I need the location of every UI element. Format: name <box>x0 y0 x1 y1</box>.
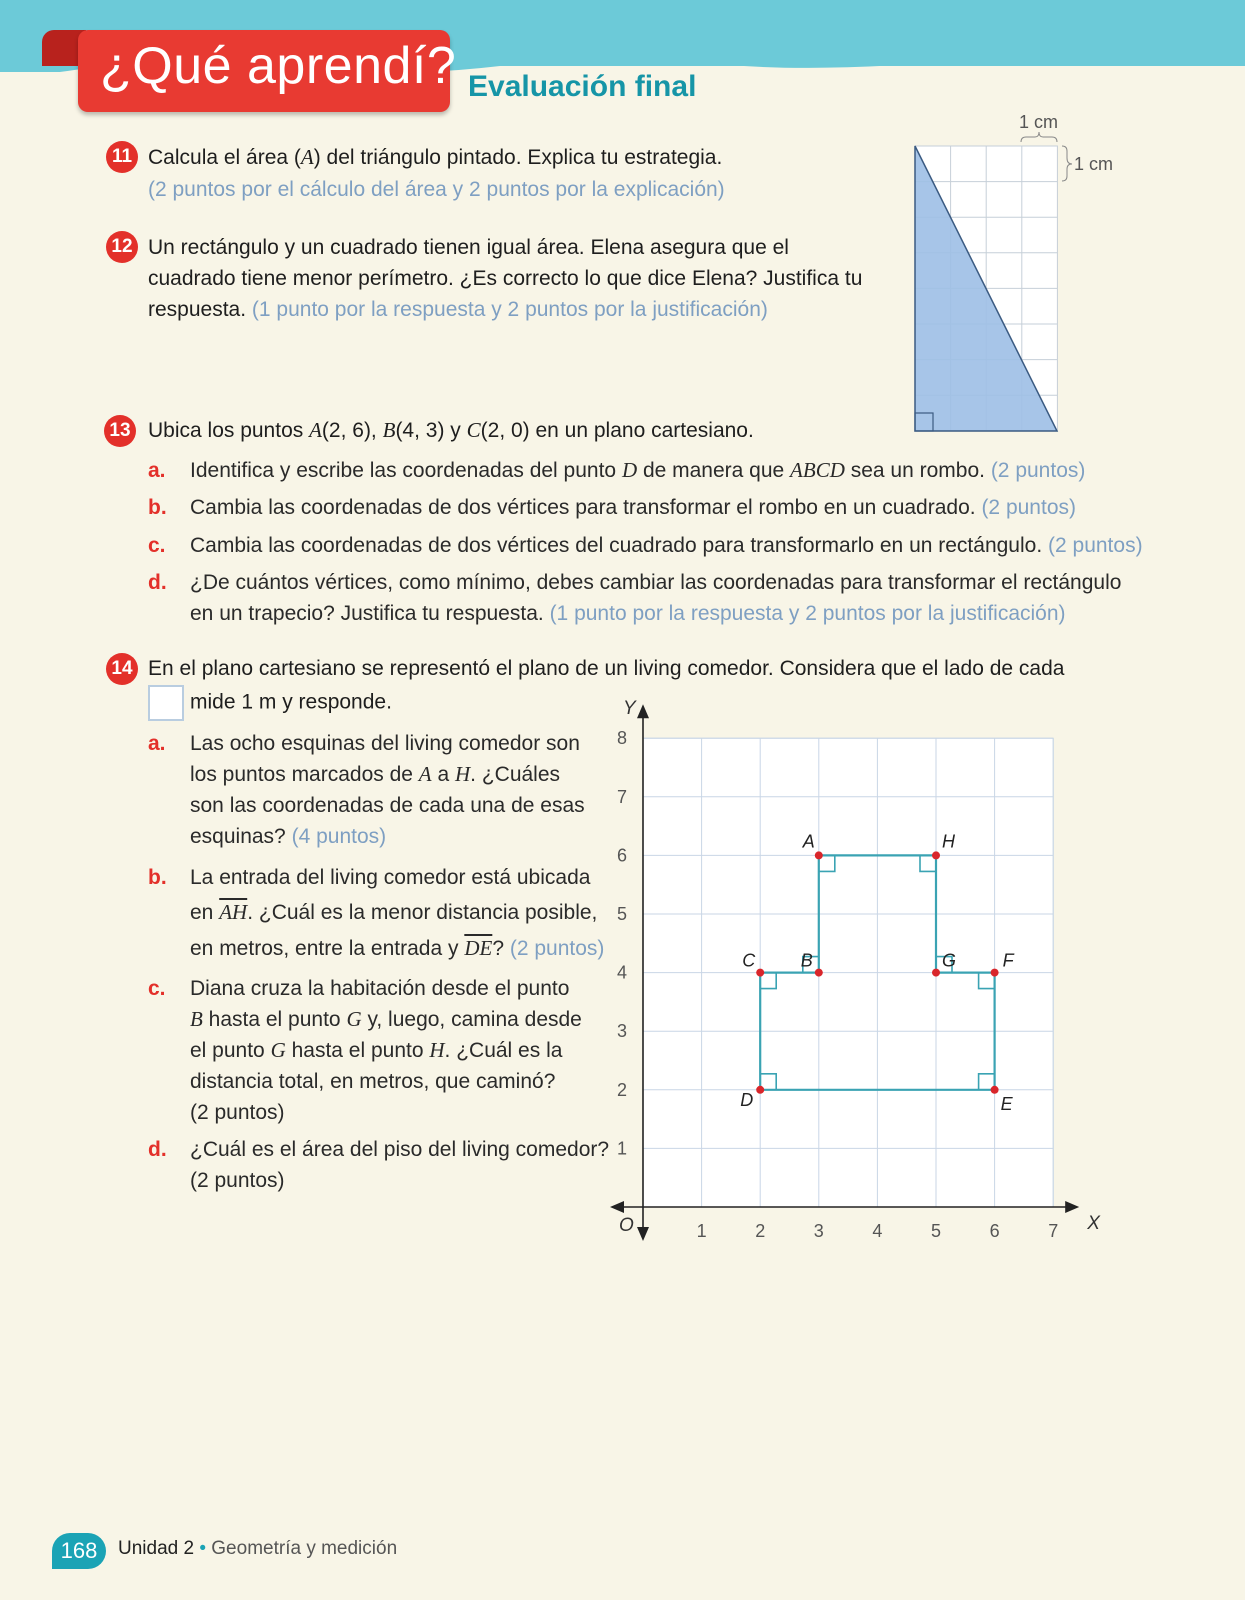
x-tick-label: 6 <box>989 1221 1000 1241</box>
item-13d-line2: en un trapecio? Justifica tu respuesta. (1 punto por la respuesta y 2 puntos por la justificación) <box>190 602 1066 625</box>
item-14a-l4: esquinas? (4 puntos) <box>190 825 387 848</box>
x-arrow-icon <box>1065 1201 1079 1213</box>
point-f <box>991 969 999 977</box>
item-14d-letter: d. <box>148 1138 167 1161</box>
item-14c-points: (2 puntos) <box>190 1101 285 1124</box>
question-12-line1: Un rectángulo y un cuadrado tienen igual área. Elena asegura que el <box>148 236 789 259</box>
item-14c-l3: el punto G hasta el punto H. ¿Cuál es la <box>190 1038 563 1062</box>
item-14c-letter: c. <box>148 977 166 1000</box>
item-14a-l3: son las coordenadas de cada una de esas <box>190 794 585 817</box>
item-14b-l2: en $\overline{AH}$. ¿Cuál es la menor distancia posible, <box>190 900 598 924</box>
question-14-line2: mide 1 m y responde. <box>148 685 392 721</box>
question-13-text: Ubica los puntos A(2, 6), B(4, 3) y C(2, 0) en un plano cartesiano. <box>148 418 754 442</box>
point-h <box>932 851 940 859</box>
point-label-f: F <box>1002 950 1014 971</box>
point-d <box>756 1086 764 1094</box>
x-axis-label: X <box>1087 1213 1100 1234</box>
triangle-figure <box>880 108 1120 438</box>
item-14d-l1: ¿Cuál es el área del piso del living comedor? <box>190 1138 610 1161</box>
question-number-11: 11 <box>106 141 138 173</box>
origin-label: O <box>619 1215 634 1236</box>
cartesian-plane <box>610 700 1120 1270</box>
question-12-line3: respuesta. (1 punto por la respuesta y 2 puntos por la justificación) <box>148 298 768 321</box>
question-14-line1: En el plano cartesiano se representó el plano de un living comedor. Considera que el lado de cada <box>148 657 1065 680</box>
y-tick-label: 2 <box>616 1079 627 1100</box>
point-c <box>756 969 764 977</box>
y-axis-label: Y <box>623 700 636 720</box>
question-11-points: (2 puntos por el cálculo del área y 2 puntos por la explicación) <box>148 178 725 201</box>
item-13b-letter: b. <box>148 496 167 519</box>
y-tick-label: 6 <box>616 845 627 866</box>
height-brace <box>1062 146 1072 181</box>
item-14d-points: (2 puntos) <box>190 1169 285 1192</box>
x-tick-label: 7 <box>1048 1221 1059 1241</box>
width-label: 1 cm <box>1019 112 1059 132</box>
height-label: 1 cm <box>1074 154 1114 174</box>
question-12-line2: cuadrado tiene menor perímetro. ¿Es correcto lo que dice Elena? Justifica tu <box>148 267 863 290</box>
question-11-text: Calcula el área (A) del triángulo pintado. Explica tu estrategia. <box>148 145 723 169</box>
item-13c-text: Cambia las coordenadas de dos vértices del cuadrado para transformarlo en un rectángulo. (2 puntos) <box>190 534 1143 557</box>
item-14a-letter: a. <box>148 732 166 755</box>
point-label-h: H <box>942 831 955 852</box>
point-e <box>991 1086 999 1094</box>
y-tick-label: 5 <box>616 904 627 924</box>
item-14a-l2: los puntos marcados de A a H. ¿Cuáles <box>190 762 561 786</box>
item-13d-line1: ¿De cuántos vértices, como mínimo, debes cambiar las coordenadas para transformar el rectángulo <box>190 571 1122 594</box>
point-label-c: C <box>742 950 756 971</box>
point-a <box>815 851 823 859</box>
x-tick-label: 4 <box>872 1221 883 1241</box>
point-b <box>815 969 823 977</box>
point-label-g: G <box>942 950 957 971</box>
page-number: 168 <box>52 1533 106 1569</box>
item-13a-letter: a. <box>148 459 166 482</box>
y-tick-label: 8 <box>616 728 627 749</box>
item-14c-l4: distancia total, en metros, que caminó? <box>190 1070 556 1093</box>
x-tick-label: 3 <box>813 1221 824 1241</box>
y-tick-label: 7 <box>616 786 627 807</box>
point-label-d: D <box>740 1089 754 1110</box>
item-14c-l1: Diana cruza la habitación desde el punto <box>190 977 570 1000</box>
point-label-b: B <box>800 950 813 971</box>
item-13a-text: Identifica y escribe las coordenadas del punto D de manera que ABCD sea un rombo. (2 puntos) <box>190 458 1086 482</box>
item-14c-l2: B hasta el punto G y, luego, camina desde <box>190 1007 582 1031</box>
width-brace <box>1021 132 1057 142</box>
question-number-13: 13 <box>104 415 136 447</box>
y-arrow-down-icon <box>637 1227 649 1241</box>
footer-unit: Unidad 2 • Geometría y medición <box>118 1538 398 1559</box>
item-14b-l1: La entrada del living comedor está ubicada <box>190 866 591 889</box>
y-tick-label: 3 <box>616 1021 627 1042</box>
y-arrow-icon <box>637 704 649 718</box>
x-tick-label: 5 <box>930 1221 942 1241</box>
x-tick-label: 2 <box>755 1221 766 1241</box>
question-number-12: 12 <box>106 231 138 263</box>
item-13d-letter: d. <box>148 571 167 594</box>
question-number-14: 14 <box>106 653 138 685</box>
item-14b-l3: en metros, entre la entrada y $\overline{DE}$? (2 puntos) <box>190 936 605 960</box>
item-14b-letter: b. <box>148 866 167 889</box>
y-tick-label: 1 <box>616 1138 627 1159</box>
page-subtitle: Evaluación final <box>468 70 697 103</box>
item-13b-text: Cambia las coordenadas de dos vértices para transformar el rombo en un cuadrado. (2 puntos) <box>190 496 1076 519</box>
x-tick-label: 1 <box>696 1221 707 1241</box>
point-g <box>932 969 940 977</box>
y-tick-label: 4 <box>616 962 627 983</box>
point-label-a: A <box>802 831 815 852</box>
item-13c-letter: c. <box>148 534 166 557</box>
unit-square-icon <box>148 685 184 721</box>
point-label-e: E <box>1000 1093 1013 1114</box>
item-14a-l1: Las ocho esquinas del living comedor son <box>190 732 580 755</box>
x-arrow-left-icon <box>610 1201 624 1213</box>
page-title: ¿Qué aprendí? <box>100 37 457 95</box>
